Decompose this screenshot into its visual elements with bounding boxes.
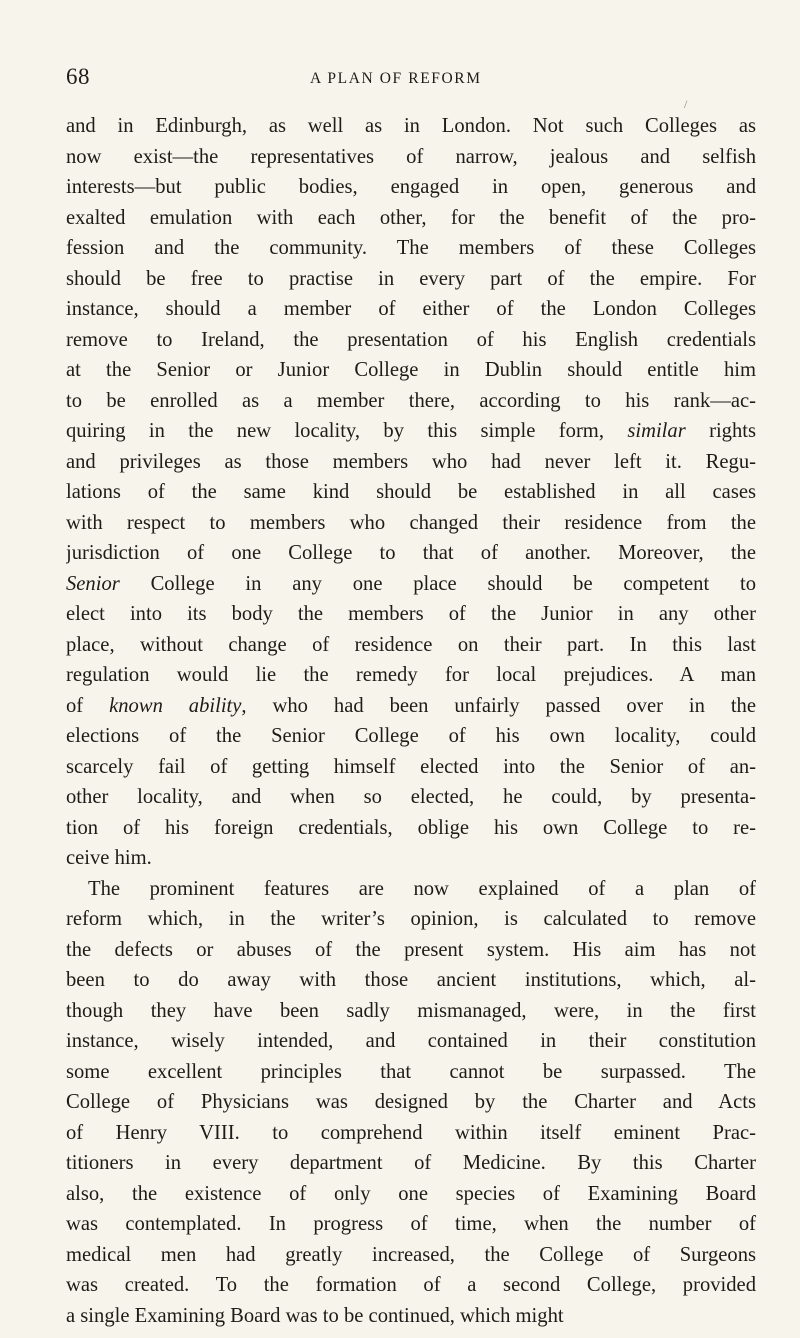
text-segment: interests—but public bodies, engaged in open, generous and: [66, 176, 756, 198]
text-line: [66, 996, 756, 1027]
text-segment: instance, should a member of either of the London Colleges: [66, 298, 756, 320]
text-line: [66, 416, 756, 447]
text-segment: was created. To the formation of a second College, provided: [66, 1274, 756, 1296]
text-segment: remove to Ireland, the presentation of his English credentials: [66, 328, 756, 351]
text-line: [66, 1087, 756, 1118]
text-line: [66, 325, 756, 356]
text-segment: reform which, in the writer’s opinion, is calculated to remove: [66, 908, 756, 930]
text-line: [66, 1301, 756, 1332]
italic-text: similar: [627, 420, 686, 442]
italic-text: Senior: [66, 572, 120, 595]
text-line: [66, 752, 756, 783]
text-segment: been to do away with those ancient institutions, which, al-: [66, 969, 756, 991]
text-line: [66, 1270, 756, 1301]
text-segment: a single Examining Board was to be continued, which might: [66, 1304, 564, 1327]
text-segment: and in Edinburgh, as well as in London. Not such Colleges as: [66, 115, 756, 137]
stray-mark: /: [684, 97, 688, 111]
text-segment: was contemplated. In progress of time, when the number of: [66, 1213, 756, 1235]
text-line: [66, 691, 756, 722]
text-segment: elect into its body the members of the Junior in any other: [66, 603, 756, 625]
text-segment: other locality, and when so elected, he could, by presenta-: [66, 786, 756, 808]
text-segment: exalted emulation with each other, for the benefit of the pro-: [66, 206, 756, 229]
text-segment: , who had been unfairly passed over in the: [241, 694, 756, 717]
text-segment: quiring in the new locality, by this simple form,: [66, 420, 628, 442]
running-title: A PLAN OF REFORM: [310, 70, 482, 87]
text-segment: of: [66, 694, 110, 717]
text-line: [66, 782, 756, 813]
text-line: [66, 538, 756, 569]
text-segment: at the Senior or Junior College in Dublin should entitle him: [66, 359, 756, 381]
text-segment: College in any one place should be competent to: [119, 572, 756, 595]
body-text: [66, 111, 756, 1331]
text-segment: fession and the community. The members of these Colleges: [66, 237, 756, 259]
text-segment: rights: [685, 420, 756, 442]
text-segment: with respect to members who changed their residence from the: [66, 511, 756, 534]
text-segment: now exist—the representatives of narrow, jealous and selfish: [66, 145, 756, 168]
text-segment: College of Physicians was designed by the Charter and Acts: [66, 1091, 756, 1113]
text-line: [66, 1057, 756, 1088]
page-number: 68: [66, 64, 90, 89]
text-line: [66, 172, 756, 203]
text-line: [66, 1118, 756, 1149]
text-line: [66, 386, 756, 417]
text-segment: instance, wisely intended, and contained in their constitution: [66, 1030, 756, 1052]
text-line: [66, 355, 756, 386]
page-header: [66, 64, 756, 94]
text-line: [66, 111, 756, 142]
text-segment: also, the existence of only one species of Examining Board: [66, 1182, 756, 1205]
text-line: [66, 447, 756, 478]
text-line: [66, 142, 756, 173]
text-line: [66, 904, 756, 935]
text-line: [66, 630, 756, 661]
text-line: [66, 874, 756, 905]
text-segment: regulation would lie the remedy for local prejudices. A man: [66, 664, 756, 686]
text-line: [66, 721, 756, 752]
text-line: [66, 264, 756, 295]
text-line: [66, 1209, 756, 1240]
text-line: [66, 813, 756, 844]
text-segment: lations of the same kind should be established in all cases: [66, 481, 756, 503]
text-segment: elections of the Senior College of his own locality, could: [66, 725, 756, 747]
text-line: [66, 477, 756, 508]
text-segment: The prominent features are now explained of a plan of: [88, 877, 756, 900]
text-segment: ceive him.: [66, 847, 152, 869]
text-line: [66, 935, 756, 966]
text-line: [66, 1179, 756, 1210]
text-line: [66, 1148, 756, 1179]
text-line: [66, 965, 756, 996]
text-line: [66, 1240, 756, 1271]
text-segment: scarcely fail of getting himself elected into the Senior of an-: [66, 755, 756, 778]
text-segment: of Henry VIII. to comprehend within itself eminent Prac-: [66, 1121, 756, 1144]
text-segment: tion of his foreign credentials, oblige his own College to re-: [66, 816, 756, 839]
text-segment: medical men had greatly increased, the College of Surgeons: [66, 1243, 756, 1266]
text-line: [66, 660, 756, 691]
text-line: [66, 233, 756, 264]
text-line: [66, 1026, 756, 1057]
text-segment: and privileges as those members who had never left it. Regu-: [66, 450, 756, 473]
text-segment: titioners in every department of Medicine. By this Charter: [66, 1152, 756, 1174]
text-segment: some excellent principles that cannot be surpassed. The: [66, 1060, 756, 1083]
text-line: [66, 599, 756, 630]
text-segment: though they have been sadly mismanaged, were, in the first: [66, 999, 756, 1022]
text-segment: place, without change of residence on their part. In this last: [66, 633, 756, 656]
text-segment: the defects or abuses of the present system. His aim has not: [66, 938, 756, 961]
text-line: [66, 569, 756, 600]
text-line: [66, 203, 756, 234]
text-line: [66, 294, 756, 325]
text-line: [66, 843, 756, 874]
text-segment: should be free to practise in every part of the empire. For: [66, 267, 756, 290]
text-segment: jurisdiction of one College to that of another. Moreover, the: [66, 542, 756, 564]
text-line: [66, 508, 756, 539]
text-segment: to be enrolled as a member there, according to his rank—ac-: [66, 389, 756, 412]
italic-text: known ability: [109, 694, 242, 717]
